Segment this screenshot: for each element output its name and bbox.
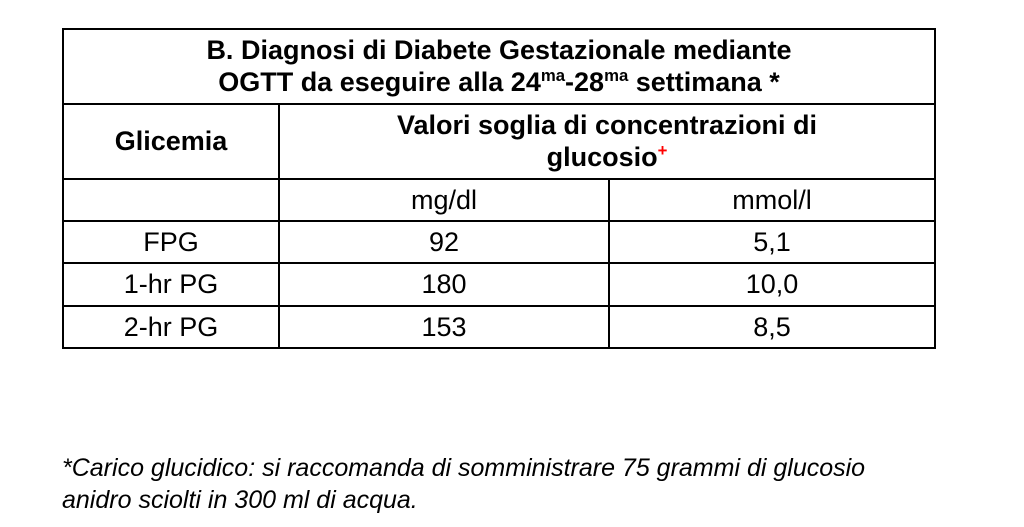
row-label-1hr-pg: 1-hr PG (63, 263, 279, 305)
row-label-2hr-pg: 2-hr PG (63, 306, 279, 348)
table-title-cell (63, 29, 935, 104)
table-row-title (63, 29, 935, 104)
header-threshold-line2: glucosio (546, 142, 658, 173)
table-title-sup-2: ma (604, 66, 629, 86)
footnote (62, 452, 1002, 516)
units-mmoll: mmol/l (609, 179, 935, 221)
row-fpg-mmoll: 5,1 (609, 221, 935, 263)
table-title-line2-pre: OGTT da eseguire alla 24 (218, 67, 541, 98)
footnote-line1: *Carico glucidico: si raccomanda di somministrare 75 grammi di glucosio (62, 454, 866, 482)
table-row (63, 306, 935, 348)
header-threshold-marker: + (657, 141, 668, 161)
header-threshold-line1: Valori soglia di concentrazioni di (396, 109, 818, 140)
units-mgdl: mg/dl (279, 179, 609, 221)
table-title-line2-mid: -28 (565, 67, 605, 98)
table-title-line1: B. Diagnosi di Diabete Gestazionale mediante (206, 35, 792, 65)
row-2hr-pg-mmoll: 8,5 (609, 306, 935, 348)
gestational-diabetes-table (62, 28, 936, 349)
footnote-line2: anidro sciolti in 300 ml di acqua. (62, 486, 418, 514)
table-row-header (63, 104, 935, 179)
table-row (63, 263, 935, 305)
row-fpg-mgdl: 92 (279, 221, 609, 263)
table-row (63, 221, 935, 263)
row-label-fpg: FPG (63, 221, 279, 263)
diagnosis-table-container (62, 28, 934, 349)
header-glicemia: Glicemia (63, 104, 279, 179)
table-row-units (63, 179, 935, 221)
units-empty-cell (63, 179, 279, 221)
row-2hr-pg-mgdl: 153 (279, 306, 609, 348)
table-title-line2-post: settimana * (628, 67, 780, 98)
header-threshold-values (279, 104, 935, 179)
table-title-sup-1: ma (540, 66, 566, 86)
row-1hr-pg-mgdl: 180 (279, 263, 609, 305)
row-1hr-pg-mmoll: 10,0 (609, 263, 935, 305)
